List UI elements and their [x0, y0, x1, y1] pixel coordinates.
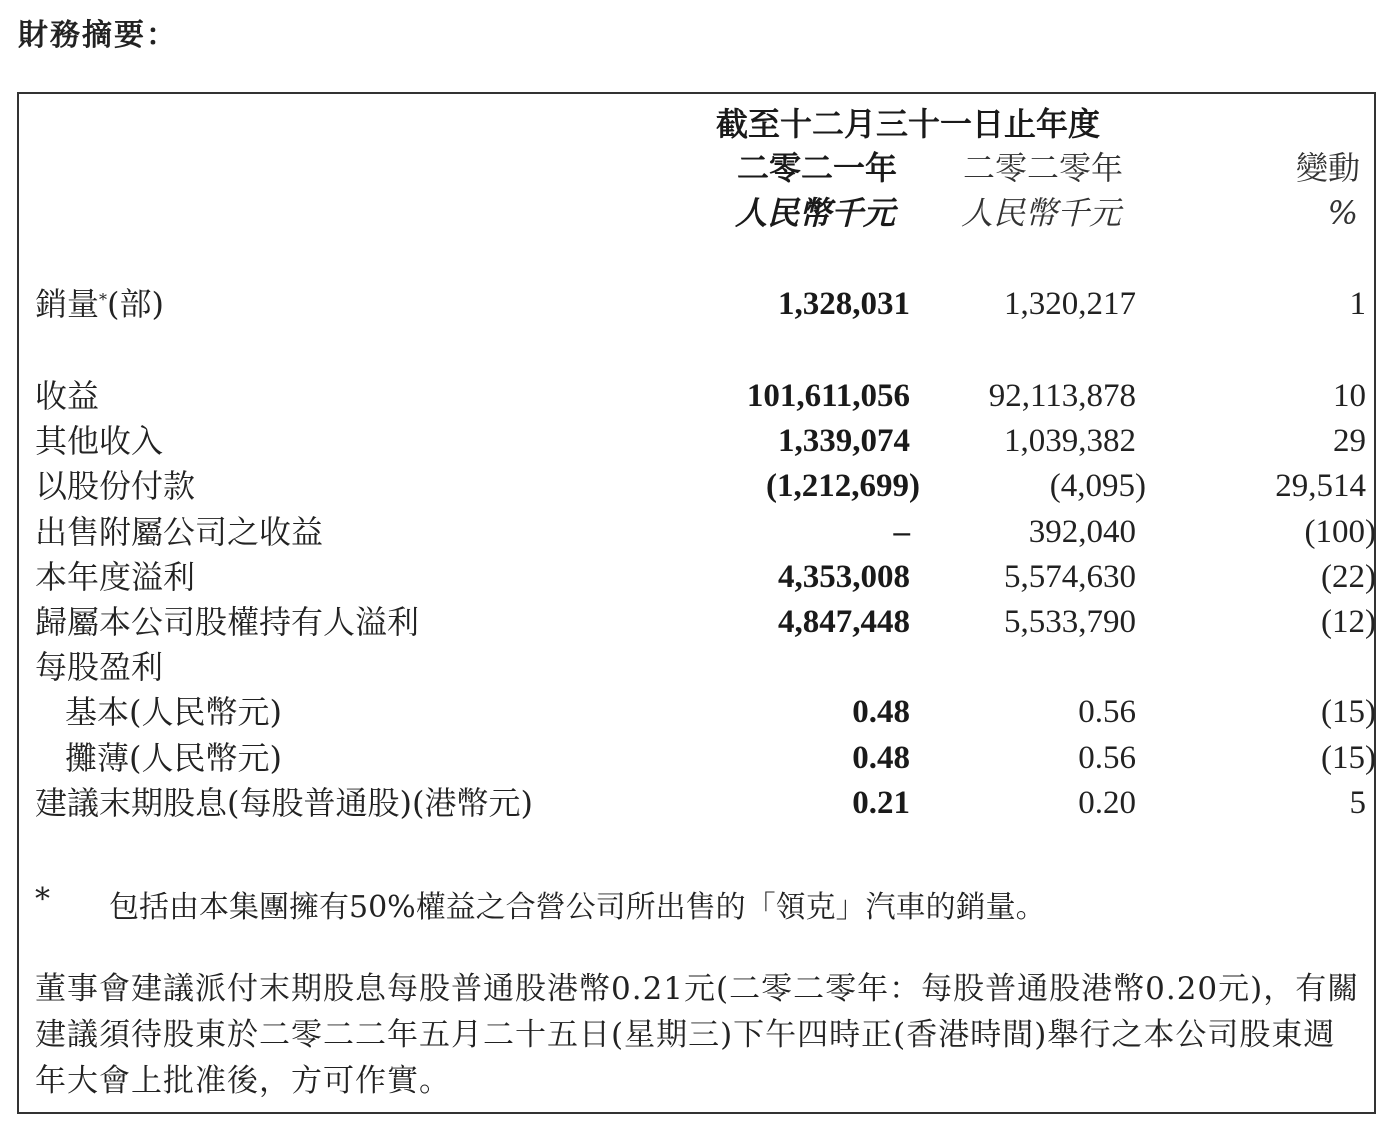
dividend-paragraph: 董事會建議派付末期股息每股普通股港幣0.21元(二零二零年：每股普通股港幣0.20元)，有關建議須待股東於二零二二年五月二十五日(星期三)下午四時正(香港時間)舉行之本公司股東週年大會上批准後，方可作實。 — [35, 971, 1360, 1099]
row-label: 收益 — [35, 377, 100, 415]
value-change: 29 — [1333, 423, 1366, 459]
value-change: (12) — [1321, 604, 1376, 640]
change-header: 變動 — [1295, 149, 1360, 187]
year-2020-header: 二零二零年 — [963, 149, 1124, 187]
financial-summary-table — [17, 92, 1376, 1114]
value-2021: – — [893, 514, 910, 550]
footnote-mark: * — [35, 882, 50, 917]
row-label: 以股份付款 — [35, 467, 196, 505]
value-2021: 1,339,074 — [778, 423, 910, 459]
row-label: 基本(人民幣元) — [65, 693, 282, 731]
value-2021: 4,353,008 — [778, 559, 910, 595]
row-label: 攤薄(人民幣元) — [65, 739, 282, 777]
value-2021: 0.48 — [852, 694, 910, 730]
row-label: 歸屬本公司股權持有人溢利 — [35, 603, 420, 641]
row-label: 出售附屬公司之收益 — [35, 513, 324, 551]
year-2021-header: 二零二一年 — [737, 149, 898, 187]
unit-2021-header: 人民幣千元 — [735, 194, 896, 232]
value-2021: 101,611,056 — [746, 378, 910, 414]
value-change: 5 — [1349, 785, 1366, 821]
footnote-text: 包括由本集團擁有50%權益之合營公司所出售的「領克」汽車的銷量。 — [109, 890, 1046, 925]
value-change: 29,514 — [1275, 468, 1366, 504]
table-row — [19, 555, 1378, 599]
table-row — [19, 736, 1378, 780]
value-change: (15) — [1321, 740, 1376, 776]
table-row — [19, 419, 1378, 463]
value-2020: (4,095) — [1049, 468, 1146, 504]
value-change: (15) — [1321, 694, 1376, 730]
value-2021: 4,847,448 — [778, 604, 910, 640]
table-row — [19, 781, 1378, 825]
table-row — [19, 510, 1378, 554]
table-row — [19, 282, 1378, 326]
table-row — [19, 600, 1378, 644]
period-header: 截至十二月三十一日止年度 — [716, 105, 1101, 143]
value-2021: 0.48 — [852, 740, 910, 776]
unit-change-header: % — [1327, 194, 1358, 232]
row-label: 建議末期股息(每股普通股)(港幣元) — [35, 784, 533, 822]
value-2021: 0.21 — [852, 785, 910, 821]
value-2020: 5,574,630 — [1004, 559, 1136, 595]
row-label: 每股盈利 — [35, 648, 164, 686]
value-2020: 392,040 — [1028, 514, 1136, 550]
value-2021: 1,328,031 — [778, 286, 910, 322]
value-change: (100) — [1304, 514, 1376, 550]
page-title: 財務摘要： — [18, 18, 178, 53]
value-2021: (1,212,699) — [766, 468, 920, 504]
value-change: 10 — [1333, 378, 1366, 414]
table-row — [19, 690, 1378, 734]
value-2020: 0.56 — [1078, 694, 1136, 730]
table-row — [19, 464, 1378, 508]
value-change: 1 — [1349, 286, 1366, 322]
row-label: 其他收入 — [35, 422, 164, 460]
value-2020: 1,320,217 — [1004, 286, 1136, 322]
table-row — [19, 645, 1378, 689]
table-row — [19, 374, 1378, 418]
value-change: (22) — [1321, 559, 1376, 595]
value-2020: 5,533,790 — [1004, 604, 1136, 640]
value-2020: 1,039,382 — [1004, 423, 1136, 459]
row-label: 銷量*(部) — [35, 285, 164, 323]
value-2020: 0.20 — [1078, 785, 1136, 821]
value-2020: 92,113,878 — [988, 378, 1136, 414]
value-2020: 0.56 — [1078, 740, 1136, 776]
unit-2020-header: 人民幣千元 — [961, 194, 1122, 232]
row-label: 本年度溢利 — [35, 558, 196, 596]
